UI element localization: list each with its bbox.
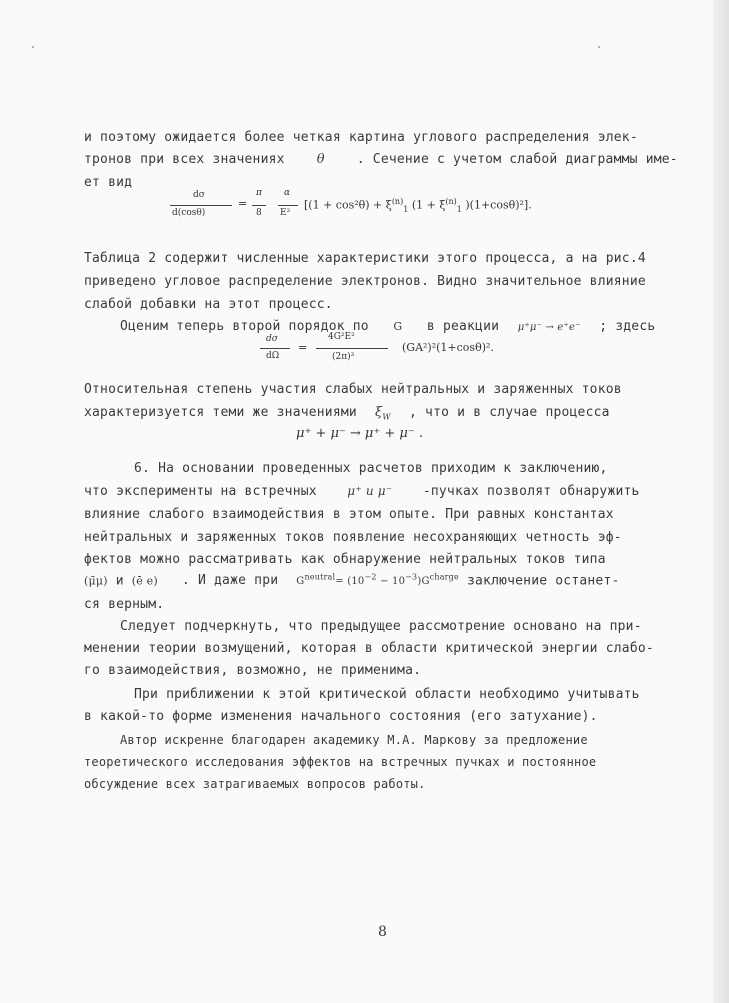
exponent: −2 (364, 573, 377, 582)
pi-numerator: π (256, 188, 262, 198)
ratio-part: = (10 (335, 576, 365, 588)
reaction-symbol: μ⁺μ⁻ → e⁺e⁻ (517, 322, 581, 333)
text-line: в какой-то форме изменения начального состояния (его затухание). (84, 709, 598, 724)
text-line: приведено угловое распределение электронов. Видно значительное влияние (84, 274, 646, 289)
text-segment: ; здесь (599, 319, 656, 334)
ratio-part: )G (417, 576, 430, 588)
formula-body-part: [(1 + cos²θ) + ξ (304, 198, 392, 212)
ee-symbol: (ē e) (131, 574, 158, 588)
text-segment: Оценим теперь второй порядок по (120, 319, 369, 334)
exponent: −3 (405, 573, 418, 582)
text-line: менении теории возмущений, которая в области критической энергии слабо- (84, 641, 654, 656)
mumu-symbol: (μ̄μ) (84, 574, 108, 588)
text-line (84, 405, 610, 422)
text-segment: , что и в случае процесса (408, 405, 610, 420)
xi-superscript: (n) (391, 197, 404, 206)
formula-body: (GA²)²(1+cosθ)². (402, 341, 494, 354)
ratio-part: − 10 (376, 576, 406, 588)
neutral-superscript: neutral (304, 573, 336, 582)
equals-sign: = (238, 197, 248, 210)
text-line: Следует подчеркнуть, что предыдущее рассмотрение основано на при- (120, 619, 642, 634)
text-line (84, 573, 620, 588)
formula-lhs-denominator: d(cosθ) (172, 208, 206, 218)
xi-subscript: 1 (456, 204, 462, 214)
text-line: фектов можно рассматривать как обнаружение нейтральных токов типа (84, 552, 606, 567)
fraction-bar (252, 205, 266, 206)
text-line: При приближении к этой критической области необходимо учитывать (134, 687, 640, 702)
fraction-numerator: 4G²E² (328, 332, 355, 342)
xi-subscript: 1 (403, 204, 409, 214)
text-segment: -пучках позволят обнаружить (422, 484, 640, 499)
mu-pair-symbol: μ⁺ и μ⁻ (347, 484, 393, 498)
fraction-bar (278, 205, 298, 206)
coupling-ratio (286, 573, 459, 588)
g-symbol: G (393, 320, 403, 333)
text-line: теоретического исследования эффектов на встречных пучках и постоянное (84, 755, 597, 769)
page-number: 8 (378, 924, 387, 940)
pi-denominator: 8 (256, 208, 262, 218)
formula-muon-scattering: μ⁺ + μ⁻ → μ⁺ + μ⁻ . (296, 426, 423, 441)
text-line: Относительная степень участия слабых нейтральных и заряженных токов (84, 382, 622, 397)
xi-superscript: (n) (445, 197, 457, 206)
fraction-bar (316, 348, 388, 349)
g-symbol: G (296, 576, 305, 588)
text-line: 6. На основании проведенных расчетов приходим к заключению, (134, 461, 608, 476)
equals-sign: = (298, 341, 308, 354)
alpha-denominator: E² (280, 208, 291, 218)
text-line: го взаимодействия, возможно, не применима. (84, 663, 422, 678)
text-segment: и (115, 573, 124, 589)
text-segment: что эксперименты на встречных (84, 484, 317, 499)
text-segment: . Сечение с учетом слабой диаграммы име- (356, 152, 678, 167)
formula-body-part: (1 + ξ (411, 198, 446, 212)
text-line: и поэтому ожидается более четкая картина углового распределения элек- (84, 130, 638, 145)
xi-w-symbol (365, 405, 401, 422)
text-line: ся верным. (84, 597, 165, 612)
formula-lhs-denominator: dΩ (266, 351, 280, 361)
fraction-denominator: (2π)³ (332, 352, 355, 362)
text-line: ет вид (84, 175, 133, 190)
text-line (120, 319, 655, 334)
fraction-bar (170, 205, 232, 206)
text-line: слабой добавки на этот процесс. (84, 297, 333, 312)
charge-superscript: charge (429, 573, 459, 582)
alpha-numerator: α (284, 188, 291, 198)
text-line: обсуждение всех затрагиваемых вопросов работы. (84, 777, 426, 791)
text-segment: тронов при всех значениях (84, 152, 285, 167)
text-segment: . И даже при (181, 573, 279, 589)
text-line: Автор искренне благодарен академику М.А. Маркову за предложение (120, 733, 588, 747)
theta-symbol: θ (316, 152, 325, 167)
text-segment: в реакции (426, 319, 500, 334)
formula-lhs-numerator: dσ (266, 334, 278, 344)
xi-subscript: W (382, 412, 391, 422)
text-segment: заключение останет- (466, 573, 620, 589)
xi-symbol: ξ (375, 405, 383, 420)
scan-speck (598, 46, 600, 48)
text-segment: характеризуется теми же значениями (84, 405, 357, 420)
text-line: Таблица 2 содержит численные характеристики этого процесса, а на рис.4 (84, 251, 646, 266)
scan-speck (32, 46, 34, 48)
text-line: влияние слабого взаимодействия в этом опыте. При равных константах (84, 507, 614, 522)
formula-body (304, 197, 532, 214)
formula-body-part: )(1+cosθ)²]. (465, 198, 532, 212)
text-line (84, 484, 640, 499)
fraction-bar (260, 348, 290, 349)
formula-lhs-numerator: dσ (193, 190, 205, 200)
text-line (84, 152, 678, 167)
text-line: нейтральных и заряженных токов появление несохраняющих четность эф- (84, 530, 622, 545)
page-edge-shadow (713, 0, 729, 1003)
